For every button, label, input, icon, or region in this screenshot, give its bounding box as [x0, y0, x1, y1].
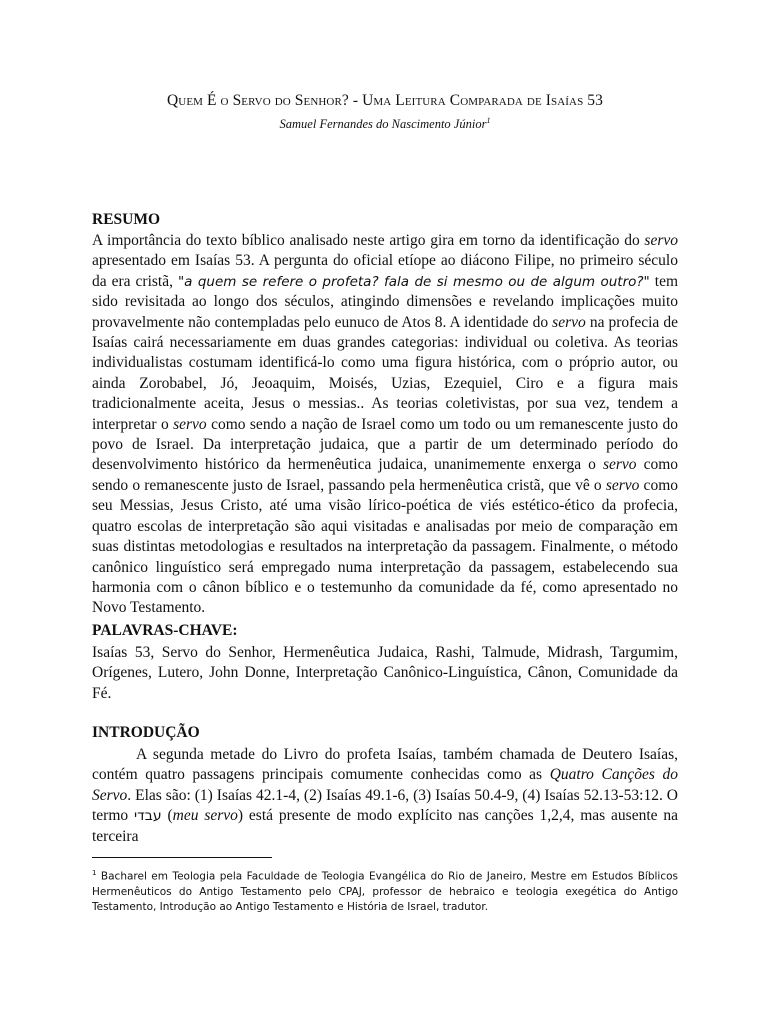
author-line	[92, 116, 678, 132]
etiope-quote: "a quem se refere o profeta? fala de si mesmo ou de algum outro?"	[177, 273, 650, 290]
author-footnote-mark: 1	[486, 116, 491, 125]
footnote-mark: 1	[92, 869, 97, 877]
keywords-heading: PALAVRAS-CHAVE:	[92, 622, 238, 639]
keywords-paragraph: Isaías 53, Servo do Senhor, Hermenêutica Judaica, Rashi, Talmude, Midrash, Targumim, Orígenes, Lutero, John Donne, Interpretação Canônico-Linguística, Cânon, Comunidade da Fé.	[92, 644, 678, 702]
footnote-rule	[92, 857, 272, 858]
resumo-heading: RESUMO	[92, 211, 161, 228]
author-name: Samuel Fernandes do Nascimento Júnior	[279, 117, 487, 132]
intro-heading: INTRODUÇÃO	[92, 724, 200, 741]
hebrew-term: עבדי	[134, 808, 162, 825]
document-title: Quem É o Servo do Senhor? - Uma Leitura Comparada de Isaías 53	[167, 92, 603, 109]
resumo-paragraph: A importância do texto bíblico analisado neste artigo gira em torno da identificação do servo apresentado em Isaías 53. A pergunta do oficial etíope ao diácono Filipe, no primeiro século da era cristã, "a quem se refere o profeta? fala de si mesmo ou de algum outro?" tem sido revisitada ao longo dos séculos, atingindo dimensões e revelando implicações muito provavelmente não contempladas pelo eunuco de Atos 8. A identidade do servo na profecia de Isaías cairá necessariamente em duas grandes categorias: individual ou coletiva. As teorias individualistas costumam identificá-lo como uma figura histórica, com o próprio autor, ou ainda Zorobabel, Jó, Jeoaquim, Moisés, Uzias, Ezequiel, Ciro e a figura mais tradicionalmente aceita, Jesus o messias.. As teorias coletivistas, por sua vez, tendem a interpretar o servo como sendo a nação de Israel como um todo ou um remanescente justo do povo de Israel. Da interpretação judaica, que a partir de um determinado período do desenvolvimento histórico da hermenêutica judaica, unanimemente enxerga o servo como sendo o remanescente justo de Israel, passando pela hermenêutica cristã, que vê o servo como seu Messias, Jesus Cristo, até uma visão lírico-poética de viés estético-ético da profecia, quatro escolas de interpretação são aqui visitadas e analisadas por meio de comparação em suas distintas metodologias e resultados na interpretação da passagem. Finalmente, o método canônico linguístico será empregado numa interpretação da passagem, estabelecendo sua harmonia com o cânon bíblico e o testemunho da comunidade da fé, como apresentado no Novo Testamento.	[92, 232, 679, 617]
footnote-text: Bacharel em Teologia pela Faculdade de Teologia Evangélica do Rio de Janeiro, Mestre em Estudos Bíblicos Hermenêuticos do Antigo Testamento pelo CPAJ, professor de hebraico e teologia exegética do Antigo Testamento, Introdução ao Antigo Testamento e História de Israel, tradutor.	[92, 870, 678, 913]
intro-paragraph: A segunda metade do Livro do profeta Isaías, também chamada de Deutero Isaías, contém quatro passagens principais comumente conhecidas como as Quatro Canções do Servo. Elas são: (1) Isaías 42.1-4, (2) Isaías 49.1-6, (3) Isaías 50.4-9, (4) Isaías 52.13-53:12. O termo עבדי (meu servo) está presente de modo explícito nas canções 1,2,4, mas ausente na terceira	[92, 746, 679, 845]
footnote	[92, 866, 678, 915]
